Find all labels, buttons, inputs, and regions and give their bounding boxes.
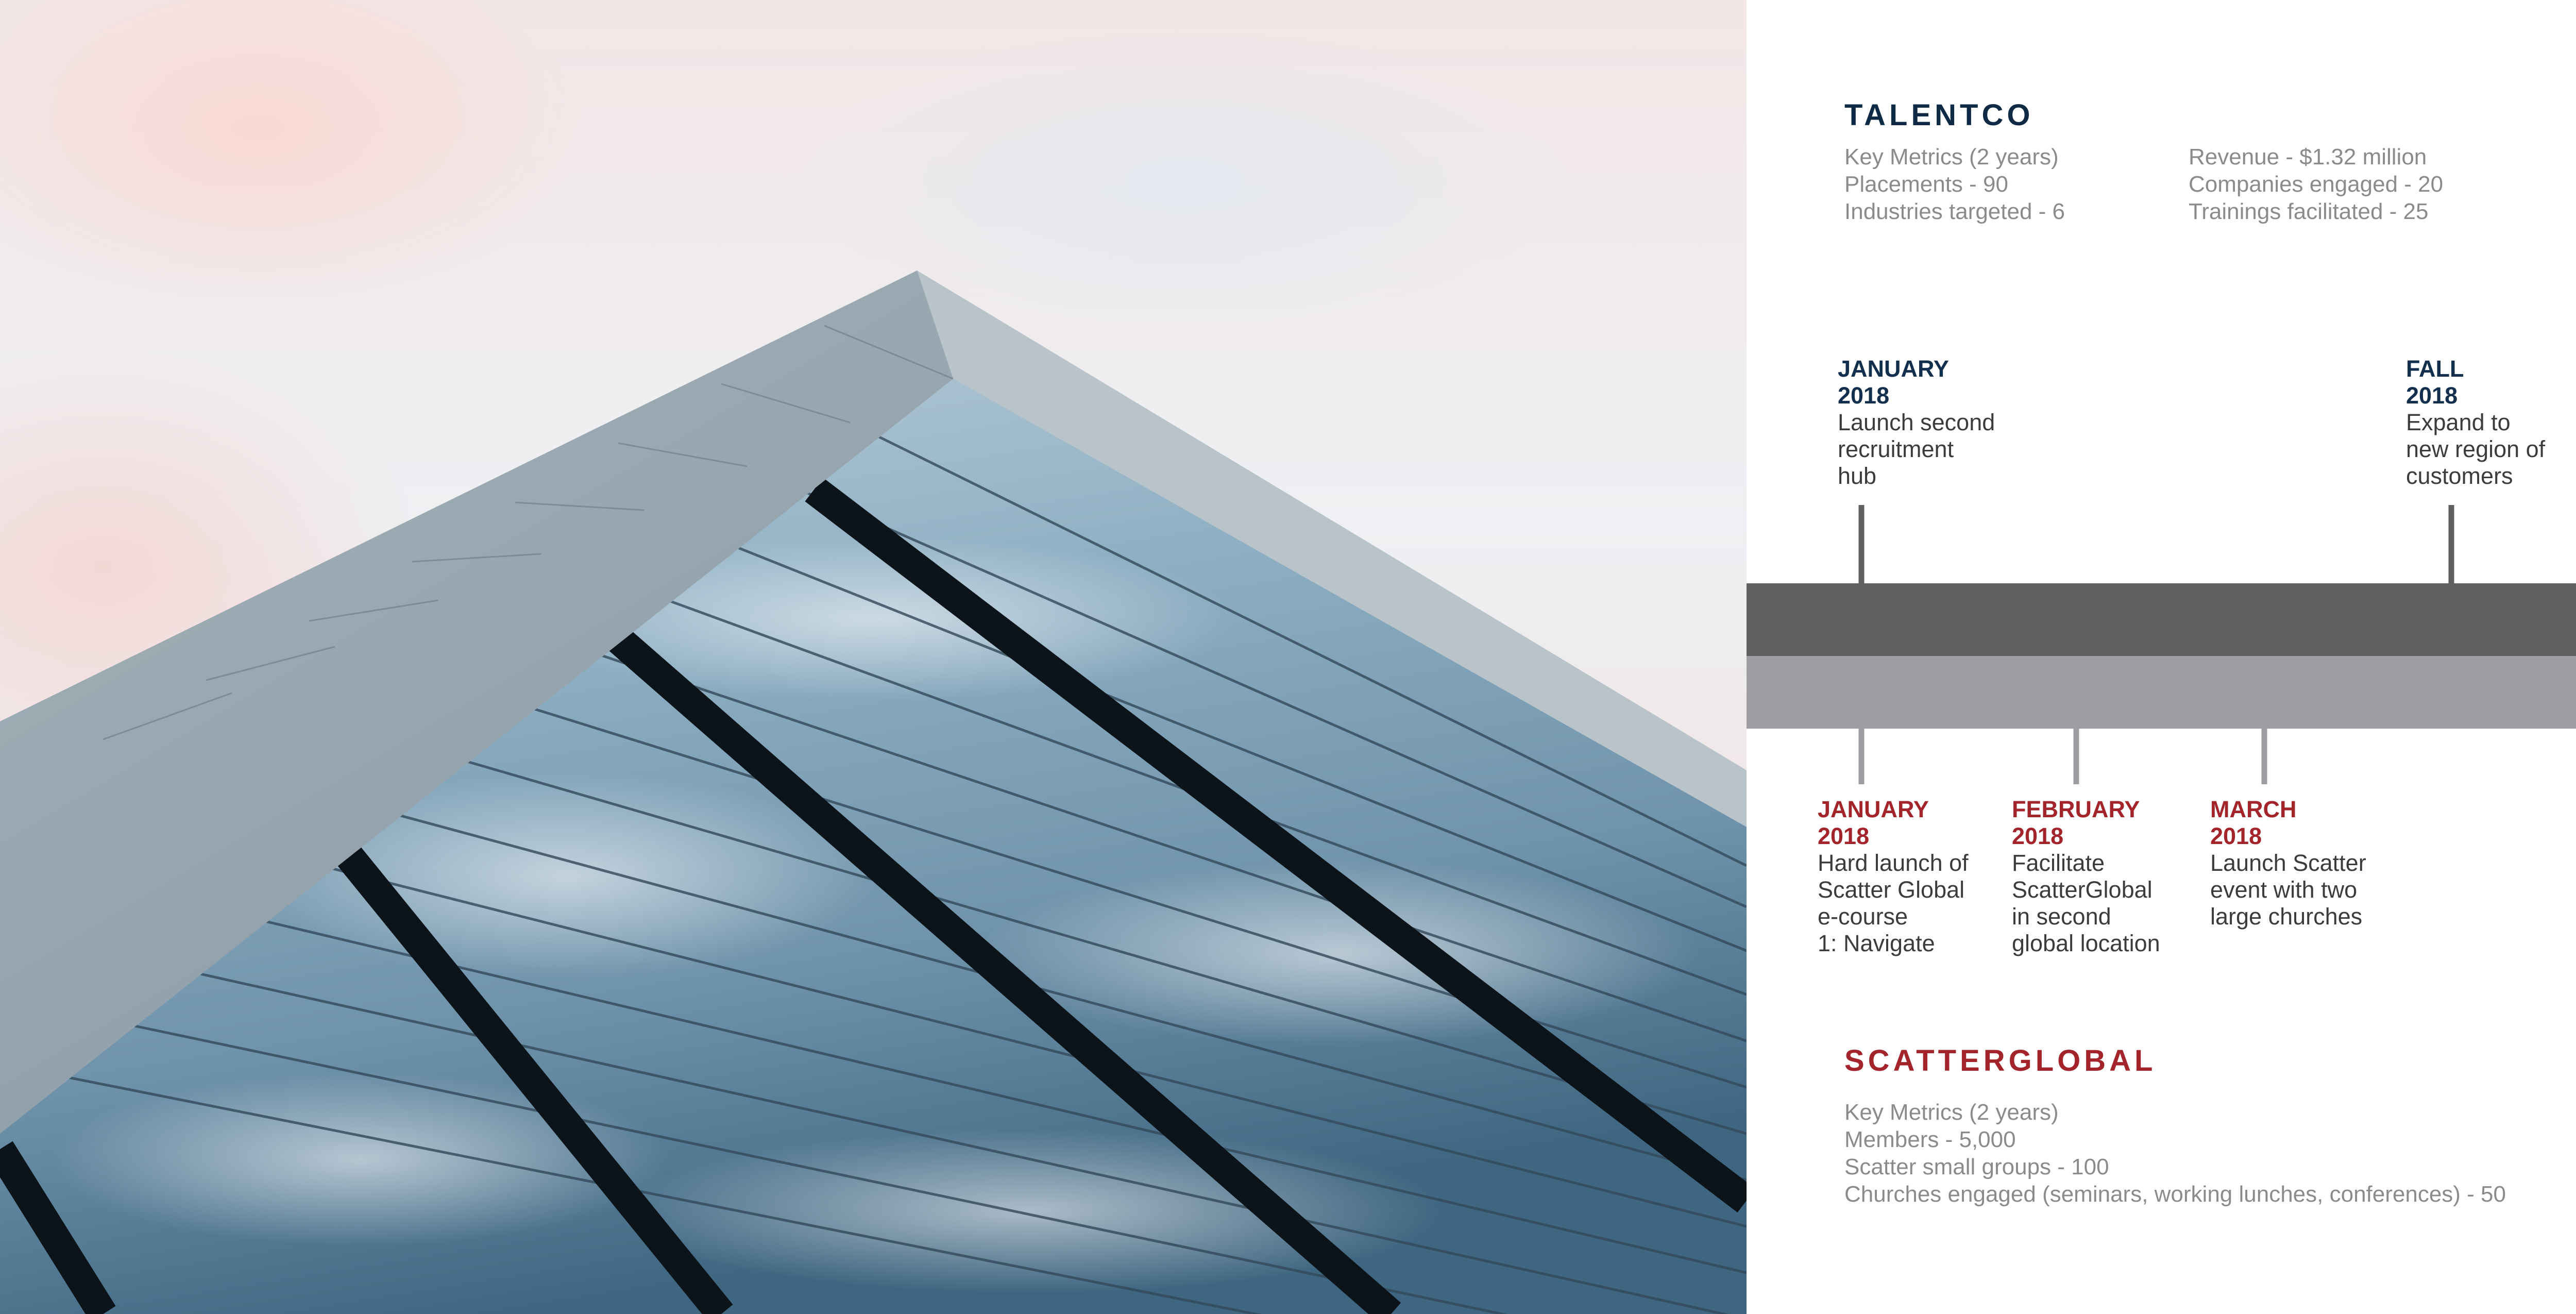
event-month: MARCH — [2210, 796, 2297, 822]
event-desc-line: large churches — [2210, 903, 2363, 930]
talentco-event-fall-2018 — [2406, 356, 2545, 490]
event-desc-line: Launch second — [1838, 409, 1995, 435]
metric-line: Churches engaged (seminars, working lunches, conferences) - 50 — [1844, 1182, 2506, 1207]
timeline-bar-bottom — [1747, 656, 2576, 729]
event-year: 2018 — [1838, 382, 1890, 409]
event-desc-line: ScatterGlobal — [2012, 877, 2153, 903]
event-month: FALL — [2406, 356, 2464, 382]
metric-line: Key Metrics (2 years) — [1844, 144, 2059, 170]
event-desc-line: 1: Navigate — [1818, 930, 1935, 956]
event-desc-line: in second — [2012, 903, 2111, 930]
event-desc-line: new region of — [2406, 436, 2546, 462]
talentco-title: TALENTCO — [1844, 98, 2034, 132]
event-desc-line: Launch Scatter — [2210, 850, 2366, 876]
event-year: 2018 — [2012, 823, 2064, 849]
top-ticks — [1861, 505, 2576, 583]
event-year: 2018 — [2210, 823, 2262, 849]
timeline-bar-top — [1747, 583, 2576, 656]
event-desc-line: Expand to — [2406, 409, 2511, 435]
event-desc-line: global location — [2012, 930, 2160, 956]
event-month: JANUARY — [1838, 356, 1949, 382]
metric-line: Industries targeted - 6 — [1844, 199, 2065, 224]
event-desc-line: e-course — [1818, 903, 1908, 930]
scatterglobal-metrics-left — [1844, 1099, 2506, 1208]
metric-line: Members - 5,000 — [1844, 1127, 2016, 1152]
metric-line: Scatter small groups - 100 — [1844, 1154, 2109, 1180]
scatter-event-feb-2018 — [2012, 796, 2160, 957]
event-desc-line: Hard launch of — [1818, 850, 1969, 876]
scatter-event-mar-2018 — [2210, 796, 2366, 930]
event-desc-line: Scatter Global — [1818, 877, 1965, 903]
event-month: FEBRUARY — [2012, 796, 2140, 822]
event-desc-line: customers — [2406, 463, 2513, 489]
scatter-event-jan-2018 — [1818, 796, 1969, 957]
event-year: 2018 — [1818, 823, 1870, 849]
event-year: 2018 — [2406, 382, 2458, 409]
metric-line: Revenue - $1.32 million — [2189, 144, 2427, 170]
metric-line: Companies engaged - 20 — [2189, 172, 2444, 197]
metric-line: Trainings facilitated - 25 — [2189, 199, 2429, 224]
event-month: JANUARY — [1818, 796, 1929, 822]
talentco-event-jan-2018 — [1838, 356, 1995, 490]
scatterglobal-title: SCATTERGLOBAL — [1844, 1044, 2157, 1077]
metric-line: Key Metrics (2 years) — [1844, 1100, 2059, 1125]
event-desc-line: recruitment — [1838, 436, 1954, 462]
bottom-ticks — [1861, 729, 2576, 784]
metric-line: Placements - 90 — [1844, 172, 2008, 197]
event-desc-line: event with two — [2210, 877, 2358, 903]
event-desc-line: hub — [1838, 463, 1877, 489]
event-desc-line: Facilitate — [2012, 850, 2105, 876]
